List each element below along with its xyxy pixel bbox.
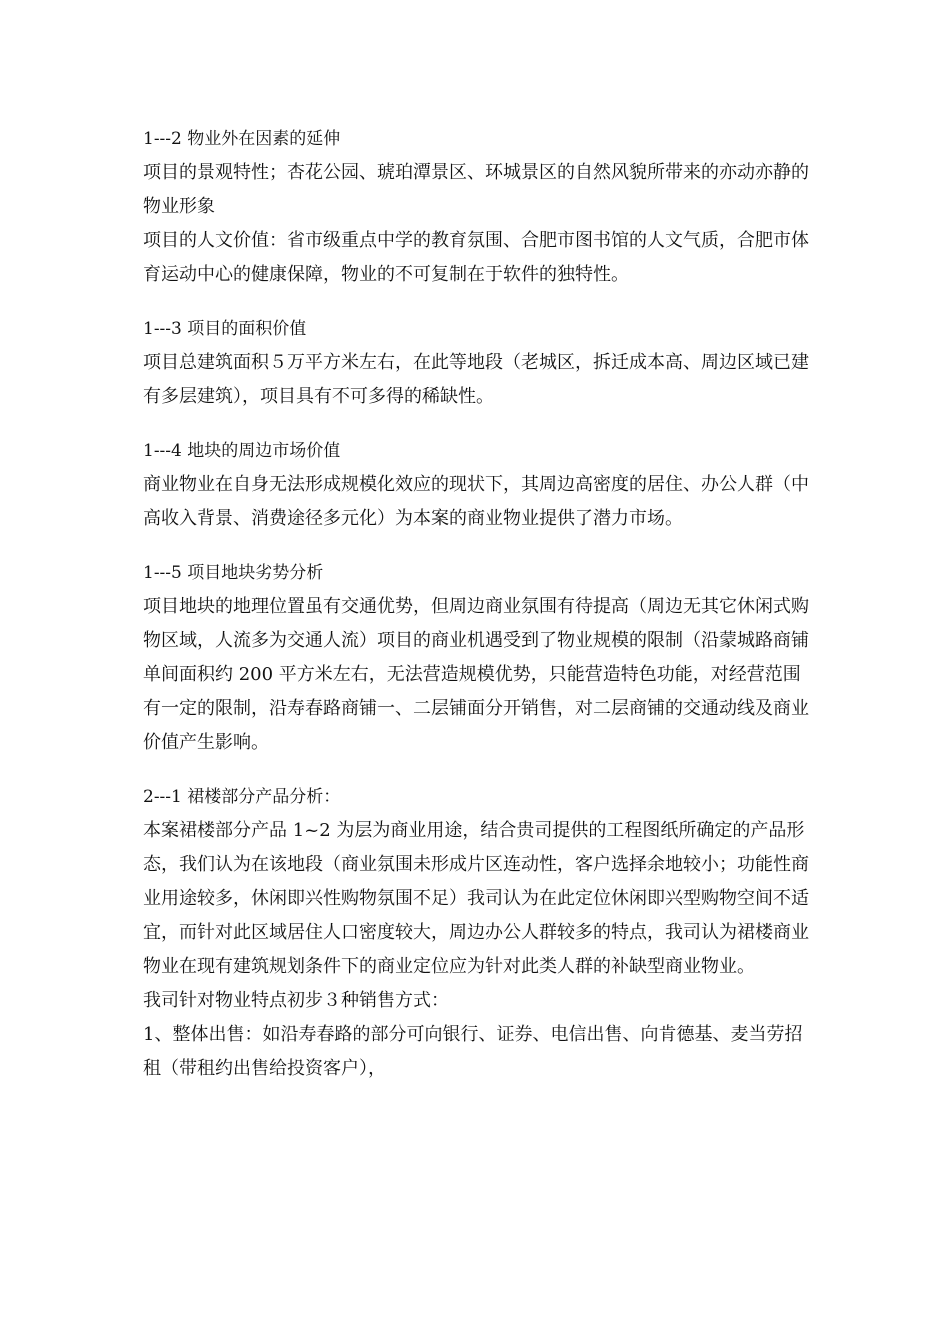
paragraph: 1、整体出售：如沿寿春路的部分可向银行、证券、电信出售、向肯德基、麦当劳招租（带租约出售给投资客户）， — [143, 1024, 803, 1079]
section-1-2 — [143, 122, 813, 292]
paragraph: 商业物业在自身无法形成规模化效应的现状下，其周边高密度的居住、办公人群（中高收入背景、消费途径多元化）为本案的商业物业提供了潜力市场。 — [143, 474, 809, 529]
section-heading: 1---5 项目地块劣势分析 — [143, 563, 324, 583]
section-2-1 — [143, 780, 813, 1086]
section-heading: 2---1 裙楼部分产品分析： — [143, 787, 341, 807]
section-heading: 1---4 地块的周边市场价值 — [143, 441, 341, 461]
paragraph: 项目的人文价值：省市级重点中学的教育氛围、合肥市图书馆的人文气质，合肥市体育运动中心的健康保障，物业的不可复制在于软件的独特性。 — [143, 230, 809, 285]
paragraph: 本案裙楼部分产品 1~2 为层为商业用途，结合贵司提供的工程图纸所确定的产品形态，我们认为在该地段（商业氛围未形成片区连动性，客户选择余地较小；功能性商业用途较多，休闲即兴性购物氛围不足）我司认为在此定位休闲即兴型购物空间不适宜，而针对此区域居住人口密度较大，周边办公人群较多的特点，我司认为裙楼商业物业在现有建筑规划条件下的商业定位应为针对此类人群的补缺型商业物业。 — [143, 820, 809, 977]
paragraph: 项目地块的地理位置虽有交通优势，但周边商业氛围有待提高（周边无其它休闲式购物区域，人流多为交通人流）项目的商业机遇受到了物业规模的限制（沿蒙城路商铺单间面积约 200 平方米左右，无法营造规模优势，只能营造特色功能，对经营范围有一定的限制，沿寿春路商铺一、二层铺面分开销售，对二层商铺的交通动线及商业价值产生影响。 — [143, 596, 809, 753]
section-heading: 1---2 物业外在因素的延伸 — [143, 129, 341, 149]
paragraph: 项目的景观特性；杏花公园、琥珀潭景区、环城景区的自然风貌所带来的亦动亦静的物业形象 — [143, 162, 809, 217]
paragraph: 项目总建筑面积５万平方米左右，在此等地段（老城区，拆迁成本高、周边区域已建有多层建筑），项目具有不可多得的稀缺性。 — [143, 352, 809, 407]
document-body — [143, 122, 813, 1106]
paragraph: 我司针对物业特点初步３种销售方式： — [143, 990, 449, 1011]
section-1-4 — [143, 434, 813, 536]
section-1-5 — [143, 556, 813, 760]
section-heading: 1---3 项目的面积价值 — [143, 319, 307, 339]
section-1-3 — [143, 312, 813, 414]
